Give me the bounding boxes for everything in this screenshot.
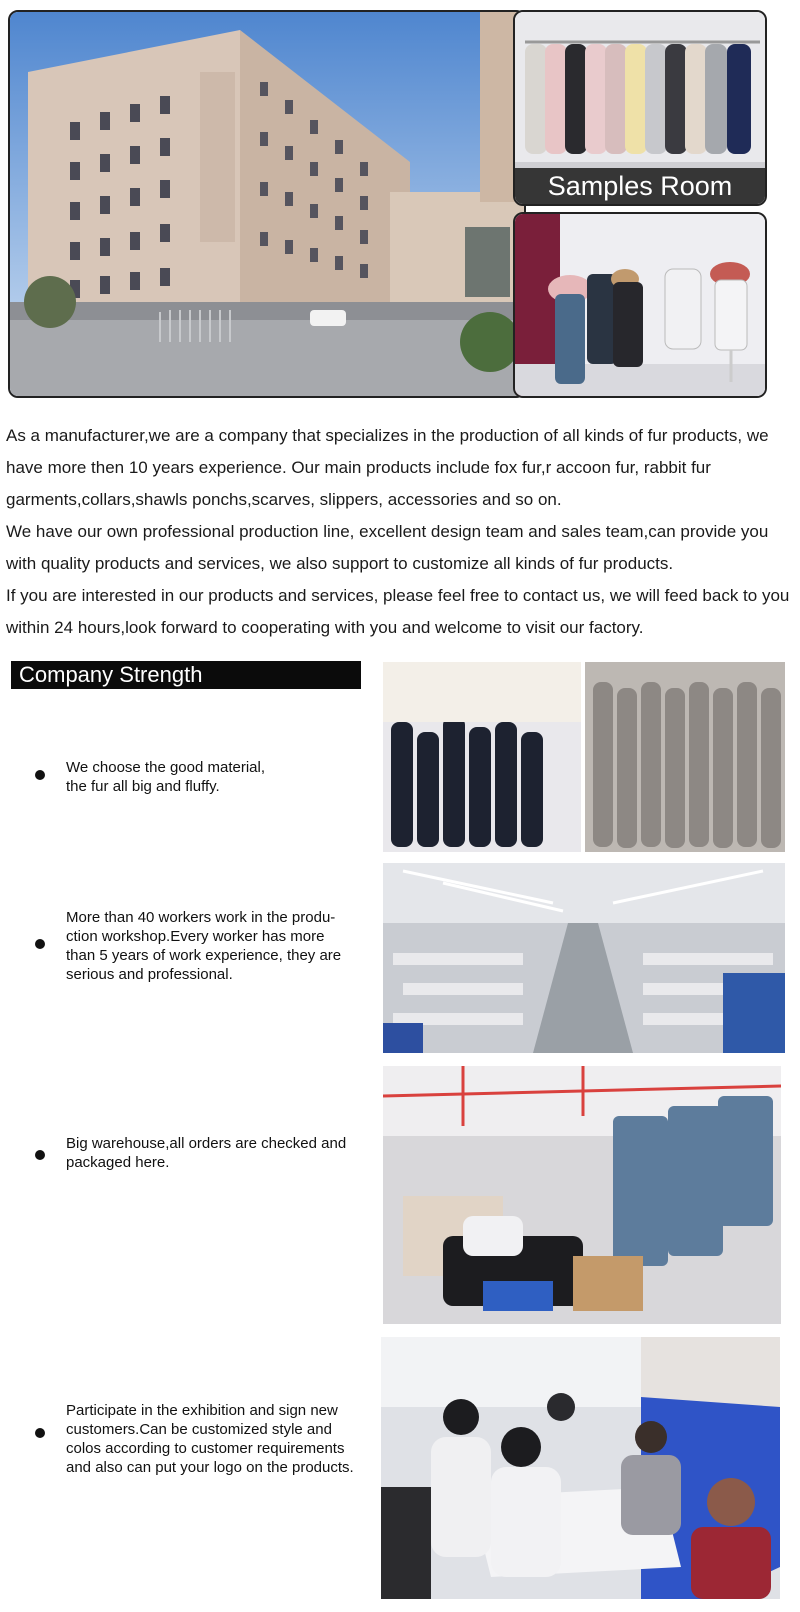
intro-paragraph: We have our own professional production line, excellent design team and sales team,can provide you with quality products and services, we also support to customize all kinds of fur products. xyxy=(6,522,769,573)
company-strength-heading: Company Strength xyxy=(11,661,361,689)
feature-exhibition-text: Participate in the exhibition and sign new customers.Can be customized style and colos according to customer requirements and also can put your logo on the products. xyxy=(66,1402,354,1476)
workshop-illustration xyxy=(383,863,785,1053)
samples-room-photo xyxy=(513,10,767,206)
feature-material-text: We choose the good material, the fur all big and fluffy. xyxy=(66,759,266,795)
exhibition-photo xyxy=(381,1337,780,1599)
warehouse-photo xyxy=(383,1066,781,1324)
intro-paragraph: If you are interested in our products and services, please feel free to contact us, we will feed back to you within 24 hours,look forward to cooperating with you and welcome to visit our factory. xyxy=(6,586,790,637)
showroom-photo xyxy=(513,212,767,398)
bullet-icon xyxy=(35,939,45,949)
factory-building-illustration xyxy=(10,12,524,396)
feature-warehouse-text: Big warehouse,all orders are checked and packaged here. xyxy=(66,1135,347,1171)
showroom-coats-illustration xyxy=(515,214,765,396)
fox-pelts-illustration xyxy=(383,662,785,852)
exhibition-illustration xyxy=(381,1337,780,1599)
feature-workers-text: More than 40 workers work in the produ- ction workshop.Every worker has more than 5 years of work experience, they are serious and professional. xyxy=(66,909,342,983)
fox-fur-photo xyxy=(383,662,785,852)
bullet-icon xyxy=(35,1428,45,1438)
bullet-icon xyxy=(35,1150,45,1160)
warehouse-illustration xyxy=(383,1066,781,1324)
intro-paragraph: As a manufacturer,we are a company that specializes in the production of all kinds of fur products, we have more then 10 years experience. Our main products include fox fur,r accoon fur, rabbit fur garments,collars,shawls ponchs,scarves, slippers, accessories and so on. xyxy=(6,426,769,509)
bullet-icon xyxy=(35,770,45,780)
samples-room-caption: Samples Room xyxy=(515,168,765,204)
factory-building-photo xyxy=(8,10,526,398)
production-workshop-photo xyxy=(383,863,785,1053)
company-intro xyxy=(6,420,796,644)
